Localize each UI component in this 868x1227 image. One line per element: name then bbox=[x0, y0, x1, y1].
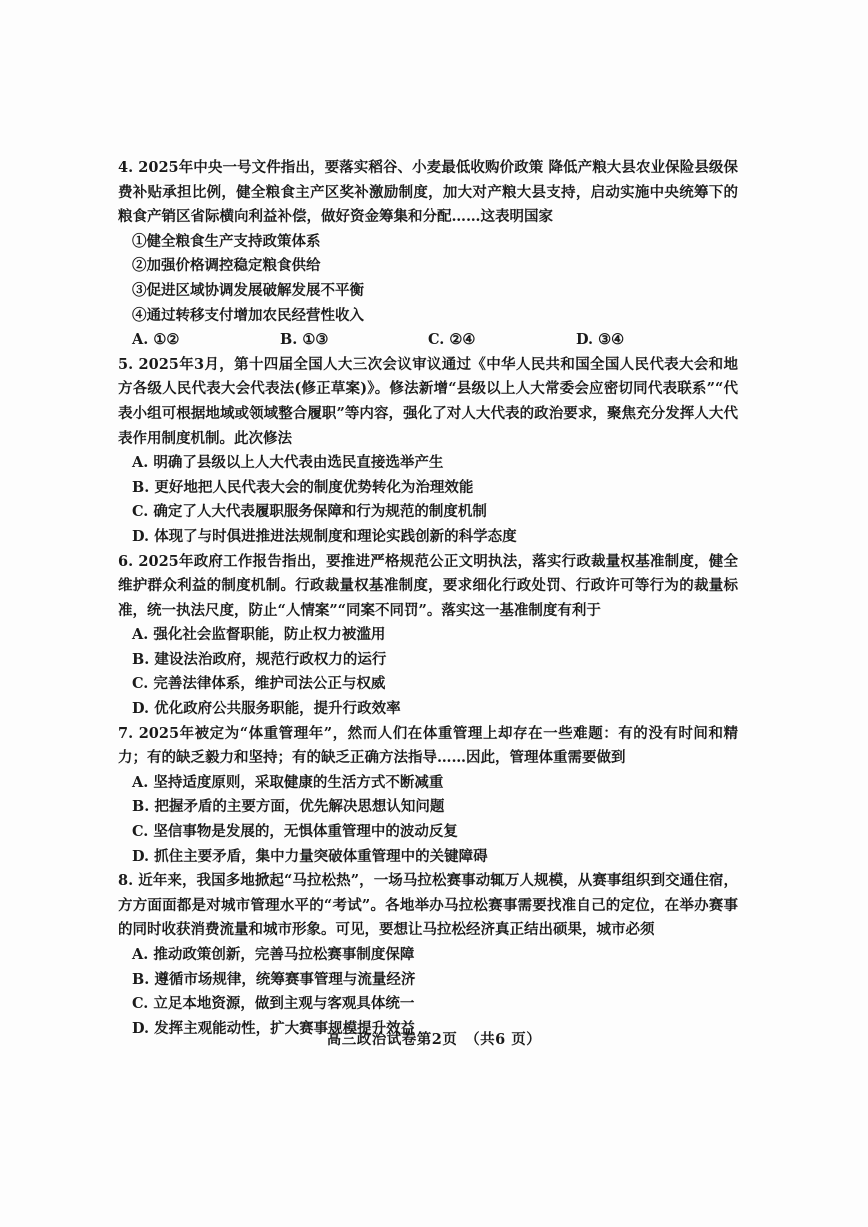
statement-4: ④通过转移支付增加农民经营性收入 bbox=[132, 306, 364, 324]
option-d: D. 优化政府公共服务职能，提升行政效率 bbox=[132, 700, 401, 718]
question-stem: 7. 2025年被定为“体重管理年”，然而人们在体重管理上却存在一些难题：有的没有时间和精力；有的缺乏毅力和坚持；有的缺乏正确方法指导……因此，管理体重需要做到 bbox=[118, 724, 738, 767]
question-7 bbox=[118, 722, 738, 870]
question-5 bbox=[118, 353, 738, 550]
question-stem: 4. 2025年中央一号文件指出，要落实稻谷、小麦最低收购价政策 降低产粮大县农业保险县级保费补贴承担比例，健全粮食主产区奖补激励制度，加大对产粮大县支持，启动实施中央统筹下的粮食产销区省际横向利益补偿，做好资金筹集和分配……这表明国家 bbox=[118, 159, 738, 226]
option-a: A. ①② bbox=[132, 331, 180, 349]
option-b: B. 更好地把人民代表大会的制度优势转化为治理效能 bbox=[132, 478, 474, 496]
option-b: B. 把握矛盾的主要方面，优先解决思想认知问题 bbox=[132, 798, 445, 816]
question-stem: 5. 2025年3月，第十四届全国人大三次会议审议通过《中华人民共和国全国人民代表大会和地方各级人民代表大会代表法(修正草案)》。修法新增“县级以上人大常委会应密切同代表联系”“代表小组可根据地域或领域整合履职”等内容，强化了对人大代表的政治要求，聚焦充分发挥人大代表作用制度机制。此次修法 bbox=[118, 355, 738, 447]
option-c: C. ②④ bbox=[428, 331, 476, 349]
question-6 bbox=[118, 550, 738, 722]
option-d: D. ③④ bbox=[576, 331, 625, 349]
option-a: A. 推动政策创新，完善马拉松赛事制度保障 bbox=[132, 946, 415, 963]
option-c: C. 完善法律体系，维护司法公正与权威 bbox=[132, 675, 386, 693]
page-footer: 高三政治试卷第2页 （共6 页） bbox=[326, 1031, 542, 1048]
statement-1: ①健全粮食生产支持政策体系 bbox=[132, 232, 321, 250]
statement-3: ③促进区域协调发展破解发展不平衡 bbox=[132, 281, 364, 299]
option-c: C. 确定了人大代表履职服务保障和行为规范的制度机制 bbox=[132, 503, 487, 521]
option-d: D. 体现了与时俱进推进法规制度和理论实践创新的科学态度 bbox=[132, 527, 517, 545]
exam-content bbox=[118, 156, 738, 1041]
question-8 bbox=[118, 869, 738, 1041]
option-a: A. 坚持适度原则，采取健康的生活方式不断减重 bbox=[132, 773, 444, 791]
option-a: A. 明确了县级以上人大代表由选民直接选举产生 bbox=[132, 454, 444, 472]
option-b: B. 遵循市场规律，统筹赛事管理与流量经济 bbox=[132, 970, 416, 988]
option-d: D. 抓住主要矛盾，集中力量突破体重管理中的关键障碍 bbox=[132, 847, 488, 865]
option-b: B. ①③ bbox=[280, 331, 329, 349]
option-d: D. 发挥主观能动性，扩大赛事规模提升效益 bbox=[132, 1019, 416, 1037]
question-4 bbox=[118, 156, 738, 353]
option-c: C. 坚信事物是发展的，无惧体重管理中的波动反复 bbox=[132, 823, 458, 841]
question-stem: 6. 2025年政府工作报告指出，要推进严格规范公正文明执法，落实行政裁量权基准制度，健全维护群众利益的制度机制。行政裁量权基准制度，要求细化行政处罚、行政许可等行为的裁量标准，统一执法尺度，防止“人情案”“同案不同罚”。落实这一基准制度有利于 bbox=[118, 552, 738, 619]
option-a: A. 强化社会监督职能，防止权力被滥用 bbox=[132, 626, 386, 644]
option-c: C. 立足本地资源，做到主观与客观具体统一 bbox=[132, 995, 415, 1013]
options-row bbox=[118, 328, 738, 353]
statement-2: ②加强价格调控稳定粮食供给 bbox=[132, 257, 321, 275]
option-b: B. 建设法治政府，规范行政权力的运行 bbox=[132, 650, 387, 668]
question-stem: 8. 近年来，我国多地掀起“马拉松热”，一场马拉松赛事动辄万人规模，从赛事组织到交通住宿，方方面面都是对城市管理水平的“考试”。各地举办马拉松赛事需要找准自己的定位，在举办赛事的同时收获消费流量和城市形象。可见，要想让马拉松经济真正结出硕果，城市必须 bbox=[118, 872, 738, 939]
